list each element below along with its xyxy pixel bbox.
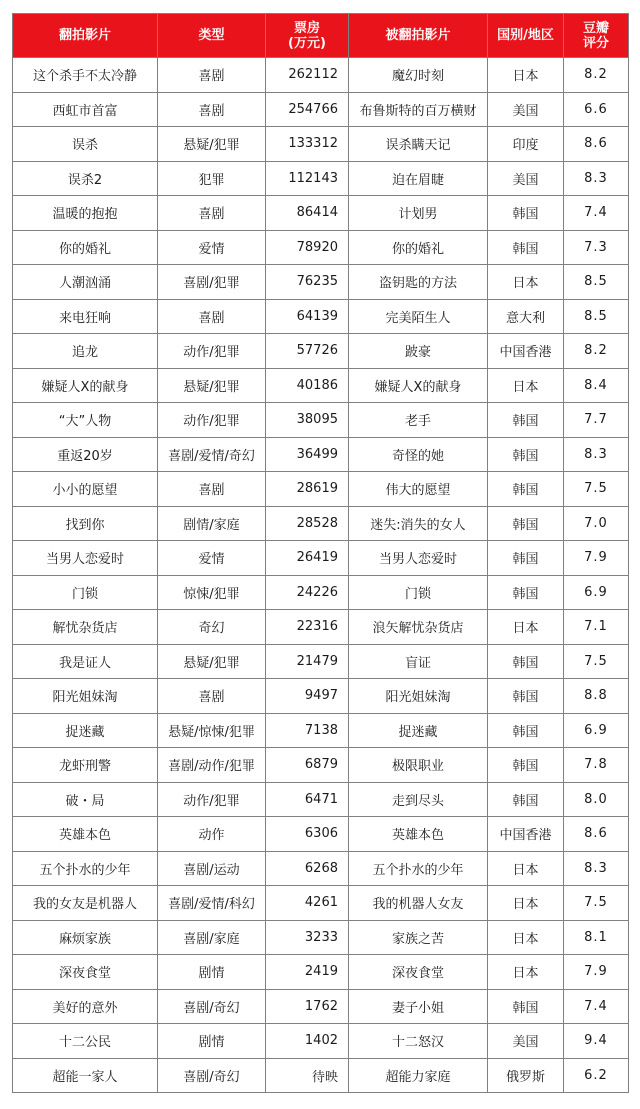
cell-country: 日本 xyxy=(488,368,564,403)
table-row xyxy=(13,161,629,196)
cell-douban-score: 8.2 xyxy=(564,58,629,93)
cell-country: 中国香港 xyxy=(488,817,564,852)
cell-box-office: 28619 xyxy=(266,472,349,507)
cell-box-office: 22316 xyxy=(266,610,349,645)
cell-douban-score: 6.6 xyxy=(564,92,629,127)
table-row xyxy=(13,1024,629,1059)
cell-title: 这个杀手不太冷静 xyxy=(13,58,158,93)
cell-genre: 动作/犯罪 xyxy=(158,782,266,817)
cell-original: 五个扑水的少年 xyxy=(349,851,488,886)
cell-genre: 喜剧 xyxy=(158,472,266,507)
cell-country: 韩国 xyxy=(488,989,564,1024)
cell-title: 捉迷藏 xyxy=(13,713,158,748)
table-row xyxy=(13,265,629,300)
cell-douban-score: 7.9 xyxy=(564,955,629,990)
table-header xyxy=(13,14,629,58)
cell-box-office: 133312 xyxy=(266,127,349,162)
cell-original: 老手 xyxy=(349,403,488,438)
cell-douban-score: 7.4 xyxy=(564,989,629,1024)
cell-title: 超能一家人 xyxy=(13,1058,158,1093)
cell-box-office: 24226 xyxy=(266,575,349,610)
cell-genre: 动作/犯罪 xyxy=(158,403,266,438)
cell-genre: 悬疑/惊悚/犯罪 xyxy=(158,713,266,748)
cell-genre: 剧情 xyxy=(158,955,266,990)
cell-original: 捉迷藏 xyxy=(349,713,488,748)
cell-box-office: 6268 xyxy=(266,851,349,886)
cell-original: 我的机器人女友 xyxy=(349,886,488,921)
table-row xyxy=(13,92,629,127)
cell-original: 奇怪的她 xyxy=(349,437,488,472)
cell-douban-score: 7.1 xyxy=(564,610,629,645)
cell-box-office: 57726 xyxy=(266,334,349,369)
cell-title: 追龙 xyxy=(13,334,158,369)
table-row xyxy=(13,541,629,576)
cell-country: 韩国 xyxy=(488,782,564,817)
cell-title: 嫌疑人X的献身 xyxy=(13,368,158,403)
header-box-office-line2: (万元) xyxy=(288,35,326,51)
cell-original: 极限职业 xyxy=(349,748,488,783)
cell-title: 龙虾刑警 xyxy=(13,748,158,783)
cell-original: 深夜食堂 xyxy=(349,955,488,990)
cell-douban-score: 8.6 xyxy=(564,127,629,162)
cell-title: 误杀 xyxy=(13,127,158,162)
cell-country: 韩国 xyxy=(488,403,564,438)
cell-genre: 喜剧 xyxy=(158,679,266,714)
table-row xyxy=(13,403,629,438)
cell-genre: 喜剧/爱情/科幻 xyxy=(158,886,266,921)
cell-country: 韩国 xyxy=(488,748,564,783)
cell-title: 英雄本色 xyxy=(13,817,158,852)
cell-douban-score: 7.4 xyxy=(564,196,629,231)
cell-original: 英雄本色 xyxy=(349,817,488,852)
table-row xyxy=(13,748,629,783)
cell-box-office: 6471 xyxy=(266,782,349,817)
cell-box-office: 112143 xyxy=(266,161,349,196)
header-box-office-line1: 票房 xyxy=(293,20,320,36)
table-body xyxy=(13,58,629,1093)
cell-country: 印度 xyxy=(488,127,564,162)
cell-country: 俄罗斯 xyxy=(488,1058,564,1093)
cell-genre: 喜剧/奇幻 xyxy=(158,989,266,1024)
table-row xyxy=(13,920,629,955)
cell-country: 韩国 xyxy=(488,541,564,576)
cell-douban-score: 8.3 xyxy=(564,161,629,196)
cell-douban-score: 8.2 xyxy=(564,334,629,369)
cell-douban-score: 8.1 xyxy=(564,920,629,955)
cell-box-office: 3233 xyxy=(266,920,349,955)
cell-title: 十二公民 xyxy=(13,1024,158,1059)
cell-country: 韩国 xyxy=(488,230,564,265)
header-title: 翻拍影片 xyxy=(13,14,158,58)
cell-douban-score: 8.3 xyxy=(564,437,629,472)
cell-box-office: 254766 xyxy=(266,92,349,127)
cell-country: 美国 xyxy=(488,1024,564,1059)
cell-title: 麻烦家族 xyxy=(13,920,158,955)
cell-douban-score: 8.5 xyxy=(564,299,629,334)
table-row xyxy=(13,644,629,679)
cell-title: 当男人恋爱时 xyxy=(13,541,158,576)
header-douban-line1: 豆瓣 xyxy=(582,20,609,36)
cell-box-office: 6306 xyxy=(266,817,349,852)
cell-box-office: 21479 xyxy=(266,644,349,679)
cell-genre: 喜剧 xyxy=(158,196,266,231)
cell-country: 日本 xyxy=(488,58,564,93)
cell-original: 伟大的愿望 xyxy=(349,472,488,507)
cell-douban-score: 8.4 xyxy=(564,368,629,403)
cell-douban-score: 9.4 xyxy=(564,1024,629,1059)
cell-douban-score: 8.6 xyxy=(564,817,629,852)
cell-title: 西虹市首富 xyxy=(13,92,158,127)
cell-douban-score: 6.2 xyxy=(564,1058,629,1093)
cell-original: 盗钥匙的方法 xyxy=(349,265,488,300)
cell-genre: 奇幻 xyxy=(158,610,266,645)
cell-box-office: 78920 xyxy=(266,230,349,265)
cell-genre: 喜剧/爱情/奇幻 xyxy=(158,437,266,472)
cell-box-office: 待映 xyxy=(266,1058,349,1093)
cell-box-office: 6879 xyxy=(266,748,349,783)
table-row xyxy=(13,299,629,334)
cell-genre: 悬疑/犯罪 xyxy=(158,127,266,162)
cell-box-office: 1402 xyxy=(266,1024,349,1059)
table-row xyxy=(13,955,629,990)
cell-title: 温暖的抱抱 xyxy=(13,196,158,231)
cell-genre: 悬疑/犯罪 xyxy=(158,368,266,403)
cell-country: 韩国 xyxy=(488,713,564,748)
cell-genre: 喜剧 xyxy=(158,92,266,127)
cell-country: 日本 xyxy=(488,955,564,990)
cell-country: 日本 xyxy=(488,886,564,921)
header-country: 国别/地区 xyxy=(488,14,564,58)
cell-genre: 动作 xyxy=(158,817,266,852)
cell-box-office: 64139 xyxy=(266,299,349,334)
cell-original: 完美陌生人 xyxy=(349,299,488,334)
cell-original: 魔幻时刻 xyxy=(349,58,488,93)
cell-title: 来电狂响 xyxy=(13,299,158,334)
cell-genre: 爱情 xyxy=(158,230,266,265)
cell-title: 阳光姐妹淘 xyxy=(13,679,158,714)
cell-box-office: 2419 xyxy=(266,955,349,990)
cell-genre: 动作/犯罪 xyxy=(158,334,266,369)
cell-original: 你的婚礼 xyxy=(349,230,488,265)
cell-box-office: 36499 xyxy=(266,437,349,472)
cell-original: 门锁 xyxy=(349,575,488,610)
cell-country: 日本 xyxy=(488,920,564,955)
cell-box-office: 7138 xyxy=(266,713,349,748)
cell-title: 人潮汹涌 xyxy=(13,265,158,300)
cell-original: 阳光姐妹淘 xyxy=(349,679,488,714)
cell-original: 迷失:消失的女人 xyxy=(349,506,488,541)
header-genre: 类型 xyxy=(158,14,266,58)
table-row xyxy=(13,58,629,93)
cell-country: 韩国 xyxy=(488,196,564,231)
cell-original: 误杀瞒天记 xyxy=(349,127,488,162)
table-row xyxy=(13,127,629,162)
cell-original: 嫌疑人X的献身 xyxy=(349,368,488,403)
cell-country: 韩国 xyxy=(488,437,564,472)
cell-genre: 喜剧/家庭 xyxy=(158,920,266,955)
table-row xyxy=(13,989,629,1024)
cell-original: 浪矢解忧杂货店 xyxy=(349,610,488,645)
cell-title: 重返20岁 xyxy=(13,437,158,472)
cell-title: 我的女友是机器人 xyxy=(13,886,158,921)
cell-douban-score: 8.5 xyxy=(564,265,629,300)
cell-genre: 喜剧/奇幻 xyxy=(158,1058,266,1093)
cell-country: 日本 xyxy=(488,610,564,645)
cell-title: 五个扑水的少年 xyxy=(13,851,158,886)
cell-genre: 惊悚/犯罪 xyxy=(158,575,266,610)
cell-box-office: 1762 xyxy=(266,989,349,1024)
table-row xyxy=(13,196,629,231)
cell-country: 日本 xyxy=(488,265,564,300)
cell-genre: 喜剧/犯罪 xyxy=(158,265,266,300)
cell-title: 美好的意外 xyxy=(13,989,158,1024)
table-row xyxy=(13,713,629,748)
cell-genre: 犯罪 xyxy=(158,161,266,196)
cell-douban-score: 7.5 xyxy=(564,644,629,679)
cell-title: 破・局 xyxy=(13,782,158,817)
cell-box-office: 28528 xyxy=(266,506,349,541)
cell-box-office: 76235 xyxy=(266,265,349,300)
cell-original: 走到尽头 xyxy=(349,782,488,817)
cell-original: 超能力家庭 xyxy=(349,1058,488,1093)
cell-original: 计划男 xyxy=(349,196,488,231)
cell-box-office: 86414 xyxy=(266,196,349,231)
cell-original: 布鲁斯特的百万横财 xyxy=(349,92,488,127)
cell-genre: 喜剧/动作/犯罪 xyxy=(158,748,266,783)
cell-genre: 喜剧 xyxy=(158,58,266,93)
cell-box-office: 38095 xyxy=(266,403,349,438)
cell-box-office: 262112 xyxy=(266,58,349,93)
cell-genre: 剧情/家庭 xyxy=(158,506,266,541)
header-douban-line2: 评分 xyxy=(582,35,609,51)
cell-box-office: 40186 xyxy=(266,368,349,403)
cell-douban-score: 7.5 xyxy=(564,886,629,921)
cell-title: 找到你 xyxy=(13,506,158,541)
cell-country: 韩国 xyxy=(488,506,564,541)
header-douban xyxy=(564,14,629,58)
cell-original: 十二怒汉 xyxy=(349,1024,488,1059)
cell-title: 深夜食堂 xyxy=(13,955,158,990)
cell-genre: 喜剧 xyxy=(158,299,266,334)
cell-title: 误杀2 xyxy=(13,161,158,196)
table-row xyxy=(13,1058,629,1093)
cell-douban-score: 7.3 xyxy=(564,230,629,265)
cell-douban-score: 7.9 xyxy=(564,541,629,576)
table-row xyxy=(13,782,629,817)
header-original: 被翻拍影片 xyxy=(349,14,488,58)
cell-original: 家族之苦 xyxy=(349,920,488,955)
cell-douban-score: 6.9 xyxy=(564,575,629,610)
table-row xyxy=(13,610,629,645)
cell-title: “大”人物 xyxy=(13,403,158,438)
cell-country: 日本 xyxy=(488,851,564,886)
cell-douban-score: 8.3 xyxy=(564,851,629,886)
cell-original: 当男人恋爱时 xyxy=(349,541,488,576)
cell-genre: 喜剧/运动 xyxy=(158,851,266,886)
header-box-office xyxy=(266,14,349,58)
cell-country: 韩国 xyxy=(488,575,564,610)
cell-genre: 爱情 xyxy=(158,541,266,576)
cell-genre: 剧情 xyxy=(158,1024,266,1059)
cell-box-office: 9497 xyxy=(266,679,349,714)
table-row xyxy=(13,886,629,921)
table-row xyxy=(13,472,629,507)
table-row xyxy=(13,817,629,852)
table-row xyxy=(13,679,629,714)
cell-country: 美国 xyxy=(488,92,564,127)
cell-country: 中国香港 xyxy=(488,334,564,369)
cell-country: 韩国 xyxy=(488,644,564,679)
cell-douban-score: 8.8 xyxy=(564,679,629,714)
cell-country: 美国 xyxy=(488,161,564,196)
table-row xyxy=(13,334,629,369)
cell-title: 我是证人 xyxy=(13,644,158,679)
cell-original: 妻子小姐 xyxy=(349,989,488,1024)
cell-box-office: 26419 xyxy=(266,541,349,576)
cell-original: 跛豪 xyxy=(349,334,488,369)
cell-original: 迫在眉睫 xyxy=(349,161,488,196)
cell-douban-score: 7.0 xyxy=(564,506,629,541)
cell-douban-score: 7.5 xyxy=(564,472,629,507)
cell-douban-score: 6.9 xyxy=(564,713,629,748)
cell-genre: 悬疑/犯罪 xyxy=(158,644,266,679)
table-row xyxy=(13,437,629,472)
remake-movies-table xyxy=(12,13,629,1093)
cell-douban-score: 8.0 xyxy=(564,782,629,817)
cell-douban-score: 7.8 xyxy=(564,748,629,783)
table-row xyxy=(13,851,629,886)
cell-original: 盲证 xyxy=(349,644,488,679)
header-row xyxy=(13,14,629,58)
cell-country: 韩国 xyxy=(488,679,564,714)
cell-country: 韩国 xyxy=(488,472,564,507)
cell-title: 小小的愿望 xyxy=(13,472,158,507)
table-row xyxy=(13,506,629,541)
cell-country: 意大利 xyxy=(488,299,564,334)
cell-box-office: 4261 xyxy=(266,886,349,921)
cell-title: 门锁 xyxy=(13,575,158,610)
cell-title: 解忧杂货店 xyxy=(13,610,158,645)
table-row xyxy=(13,368,629,403)
table-row xyxy=(13,575,629,610)
cell-title: 你的婚礼 xyxy=(13,230,158,265)
table-row xyxy=(13,230,629,265)
cell-douban-score: 7.7 xyxy=(564,403,629,438)
